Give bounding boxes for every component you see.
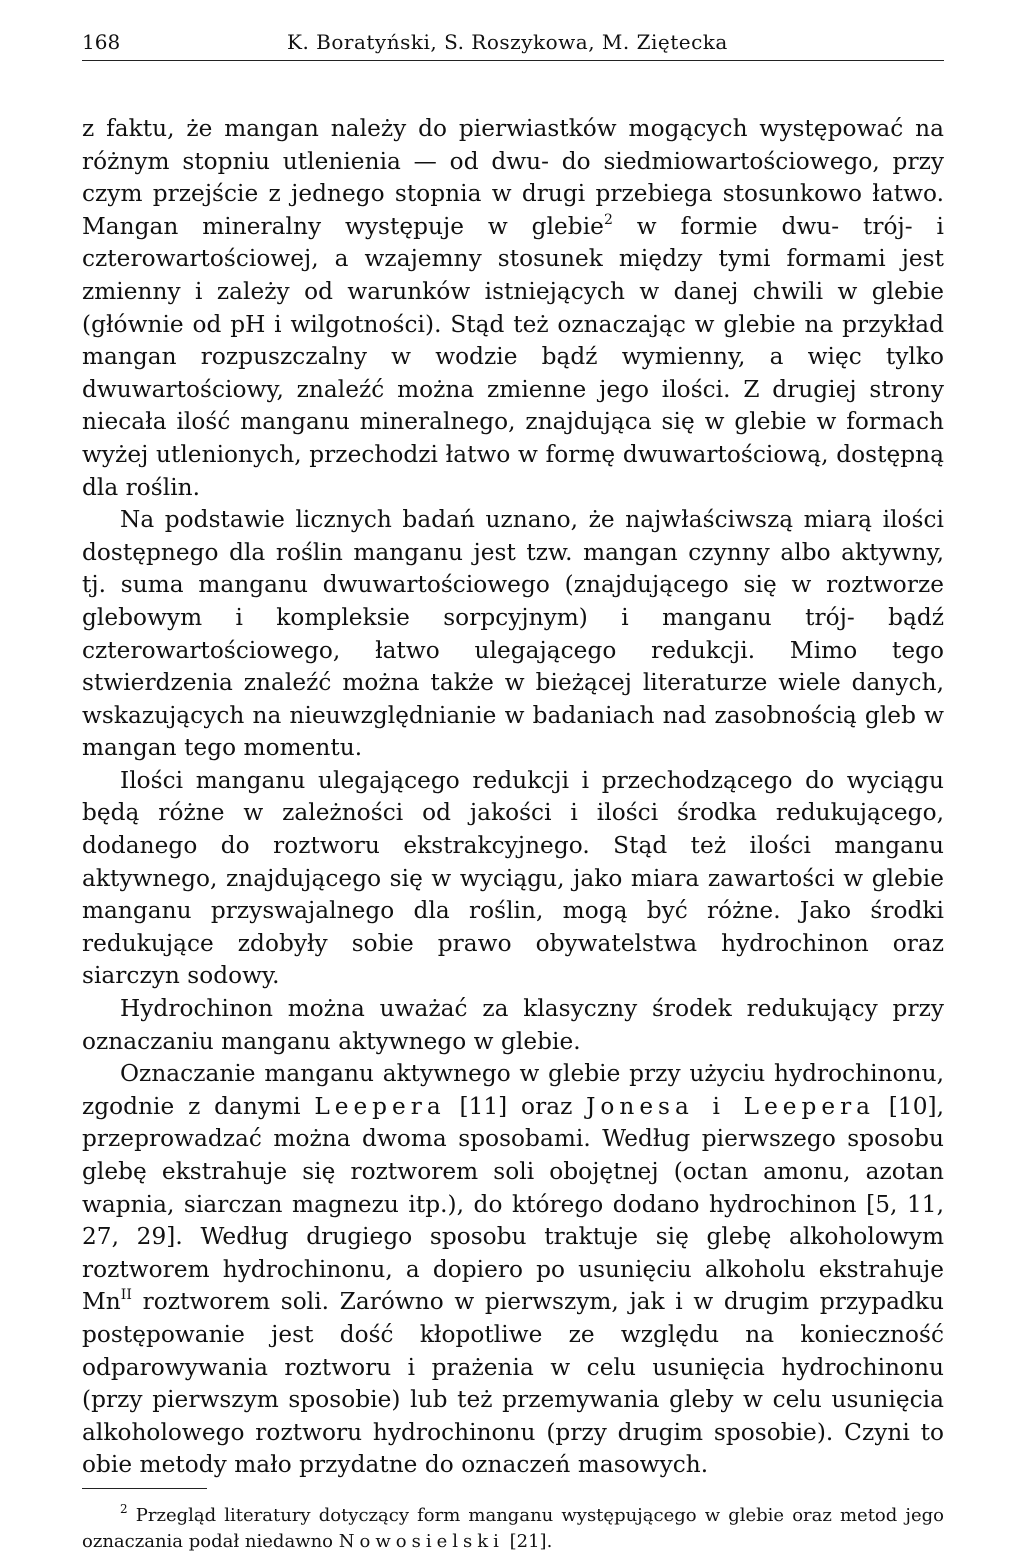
- paragraph-5-text-a: Oznaczanie manganu aktywnego w glebie przy użyciu hydrochinonu, zgodnie z danymi: [82, 1060, 944, 1120]
- paragraph-1: [82, 113, 944, 504]
- paragraph-1-continued: w formie dwu- trój- i czterowartościowej, a wzajemny stosunek między tymi formami jest zmienny i zależy od warunków istniejących w danej chwili w glebie (głównie od pH i wilgotności). Stąd też oznaczając w glebie na przykład mangan rozpuszczalny w wodzie bądź wymienny, a więc tylko dwuwartościowy, znaleźć można zmienne jego ilości. Z drugiej strony niecała ilość manganu mineralnego, znajdująca się w glebie w formach wyżej utlenionych, przechodzi łatwo w formę dwuwartościową, dostępną dla roślin.: [82, 212, 944, 501]
- paragraph-4: Hydrochinon można uważać za klasyczny środek redukujący przy oznaczaniu manganu aktywnego w glebie.: [82, 995, 944, 1055]
- paragraph-2: Na podstawie licznych badań uznano, że najwłaściwszą miarą ilości dostępnego dla roślin manganu jest tzw. mangan czynny albo aktywny, tj. suma manganu dwuwartościowego (znajdującego się w roztworze glebowym i kompleksie sorpcyjnym) i manganu trój- bądź czterowartościowego, łatwo ulegającego redukcji. Mimo tego stwierdzenia znaleźć można także w bieżącej literaturze wiele danych, wskazujących na nieuwzględnianie w badaniach nad zasobnością gleb w mangan tego momentu.: [82, 506, 944, 762]
- paragraph-3: Ilości manganu ulegającego redukcji i przechodzącego do wyciągu będą różne w zależności od jakości i ilości środka redukującego, dodanego do roztworu ekstrakcyjnego. Stąd też ilości manganu aktywnego, znajdującego się w wyciągu, jako miara zawartości w glebie manganu przyswajalnego dla roślin, mogą być różne. Jako środki redukujące zdobyły sobie prawo obywatelstwa hydrochinon oraz siarczyn sodowy.: [82, 766, 944, 990]
- paragraph-1-text: z faktu, że mangan należy do pierwiastków mogących występować na różnym stopniu utlenienia — od dwu- do siedmiowartościowego, przy czym przejście z jednego stopnia w drugi przebiega stosunkowo łatwo. Mangan mineralny występuje w glebie: [82, 115, 944, 240]
- footnote-author: Nowosielski: [338, 1530, 504, 1552]
- superscript-oxidation-state: II: [120, 1287, 132, 1304]
- page: [82, 22, 944, 1555]
- paragraph-5-text-d: roztworem soli. Zarówno w pierwszym, jak i w drugim przypadku postępowanie jest dość kłopotliwe ze względu na konieczność odparowywania roztworu i prażenia w celu usunięcia hydrochinonu (przy pierwszym sposobie) lub też przemywania gleby w celu usunięcia alkoholowego roztworu hydrochinonu (przy drugim sposobie). Czyni to obie metody mało przydatne do oznaczeń masowych.: [82, 1288, 945, 1479]
- paragraph-5: [82, 1058, 944, 1482]
- running-head: [82, 22, 944, 61]
- footnote-mark: 2: [120, 1501, 128, 1516]
- paragraph-5-text-b: [11] oraz: [459, 1092, 573, 1120]
- footnote-ref: 2: [603, 211, 613, 228]
- page-number: 168: [82, 30, 121, 54]
- body-text: [82, 113, 944, 1482]
- footnote-text-a: Przegląd literatury dotyczący form manganu występującego w glebie oraz metod jego oznaczania podał niedawno: [82, 1504, 944, 1552]
- author-name: Leepera: [314, 1092, 446, 1120]
- paragraph-5-text-c: [10], przeprowadzać można dwoma sposobami. Według pierwszego sposobu glebę ekstrahuje się roztworem soli obojętnej (octan amonu, azotan wapnia, siarczan magnezu itp.), do którego dodano hydrochinon [5, 11, 27, 29]. Według drugiego sposobu traktuje się glebę alkoholowym roztworem hydrochinonu, a dopiero po usunięciu alkoholu ekstrahuje Mn: [82, 1092, 945, 1316]
- footnote-divider: [82, 1488, 207, 1489]
- footnote: [82, 1503, 944, 1555]
- running-title: K. Boratyński, S. Roszykowa, M. Ziętecka: [287, 30, 728, 54]
- footnote-text-b: [21].: [509, 1530, 553, 1552]
- author-names: Jonesa i Leepera: [586, 1092, 875, 1120]
